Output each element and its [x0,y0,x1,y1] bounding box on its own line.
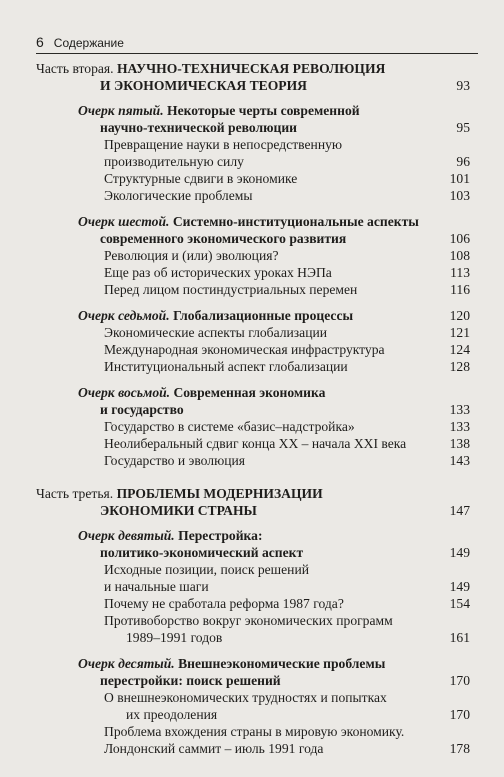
toc-line [104,595,504,612]
page-ref: 113 [450,265,470,280]
toc-item [0,612,504,646]
toc-line [78,401,504,418]
toc-essay [0,213,504,247]
toc-line [104,358,504,375]
toc-line [78,544,504,561]
page-ref: 170 [449,707,470,722]
toc-text: научно-технической революции [100,120,298,135]
page-ref: 116 [450,282,470,297]
toc-line [104,418,504,435]
toc-text: НАУЧНО-ТЕХНИЧЕСКАЯ РЕВОЛЮЦИЯ [116,61,386,76]
running-header [36,34,124,50]
toc-text: Лондонский саммит – июль 1991 года [104,741,324,756]
toc-essay [0,384,504,418]
page-ref: 95 [456,120,470,135]
toc-text: Внешнеэкономические проблемы [178,656,386,671]
toc-text: Очерк десятый. [78,656,175,671]
toc-line [104,435,504,452]
toc-line [104,247,504,264]
page-ref: 133 [449,402,470,417]
toc-text: и государство [100,402,184,417]
toc-line [78,527,504,544]
toc-line [78,384,504,401]
toc-text: Государство и эволюция [104,453,246,468]
page-ref: 161 [449,630,470,645]
toc-essay [0,527,504,561]
toc-text: О внешнеэкономических трудностях и попытках [104,690,387,705]
toc-text: Системно-институциональные аспекты [172,214,419,229]
toc-line [104,341,504,358]
toc-line [78,213,504,230]
toc-text: Исходные позиции, поиск решений [104,562,309,577]
toc-text: Очерк шестой. [78,214,170,229]
page-ref: 154 [449,596,470,611]
toc-item [0,418,504,435]
page-ref: 108 [449,248,470,263]
part-title-line [36,77,504,94]
toc-text: производительную силу [104,154,244,169]
toc-part [0,60,504,94]
toc-line [36,502,504,519]
page-ref: 170 [449,673,470,688]
toc-line [104,740,504,757]
toc-item [0,170,504,187]
page-ref: 124 [449,342,470,357]
page-ref: 147 [449,503,470,518]
toc-text: политико-экономический аспект [100,545,304,560]
page-ref: 103 [449,188,470,203]
toc-essay [0,307,504,324]
toc-item [0,324,504,341]
table-of-contents [0,56,504,757]
page-number: 6 [36,34,44,50]
toc-text: Очерк пятый. [78,103,164,118]
toc-line [104,153,504,170]
toc-part [0,485,504,519]
toc-line [104,578,504,595]
page-ref: 143 [449,453,470,468]
toc-item [0,689,504,723]
page-ref: 96 [456,154,470,169]
part-title-line [36,60,504,77]
toc-item [0,136,504,170]
toc-essay [0,102,504,136]
toc-text: и начальные шаги [104,579,209,594]
toc-line [104,170,504,187]
toc-line [104,136,504,153]
toc-text: Перед лицом постиндустриальных перемен [104,282,358,297]
toc-text: Экономические аспекты глобализации [104,325,328,340]
toc-item [0,452,504,469]
toc-text: Очерк восьмой. [78,385,171,400]
page-ref: 93 [456,78,470,93]
toc-text: Проблема вхождения страны в мировую экономику. [104,724,405,739]
toc-item [0,435,504,452]
toc-text: Международная экономическая инфраструктура [104,342,385,357]
toc-line [78,102,504,119]
toc-text: Часть вторая. [36,61,114,76]
toc-line [104,187,504,204]
toc-text: Противоборство вокруг экономических программ [104,613,393,628]
toc-text: современного экономического развития [100,231,347,246]
toc-text: Превращение науки в непосредственную [104,137,343,152]
page-ref: 133 [449,419,470,434]
toc-text: Очерк седьмой. [78,308,170,323]
toc-text: И ЭКОНОМИЧЕСКАЯ ТЕОРИЯ [100,78,307,93]
toc-line [104,723,504,740]
toc-text: Экологические проблемы [104,188,253,203]
toc-line [78,672,504,689]
page-ref: 149 [449,579,470,594]
toc-line [36,485,504,502]
toc-line [104,629,504,646]
toc-text: Революция и (или) эволюция? [104,248,279,263]
toc-item [0,723,504,757]
page-ref: 178 [449,741,470,756]
page-ref: 101 [449,171,470,186]
toc-text: Еще раз об исторических уроках НЭПа [104,265,332,280]
toc-line [78,230,504,247]
toc-line [78,307,504,324]
toc-line [104,281,504,298]
toc-text: Глобализационные процессы [173,308,354,323]
running-title: Содержание [53,36,124,50]
toc-text: Почему не сработала реформа 1987 года? [104,596,344,611]
toc-text: Часть третья. [36,486,114,501]
toc-text: Неолиберальный сдвиг конца XX – начала XXI века [104,436,407,451]
header-rule [36,53,478,54]
toc-line [104,706,504,723]
toc-text: Структурные сдвиги в экономике [104,171,298,186]
toc-text: перестройки: поиск решений [100,673,281,688]
toc-text: ЭКОНОМИКИ СТРАНЫ [100,503,257,518]
page-ref: 120 [449,308,470,323]
toc-item [0,264,504,281]
toc-item [0,281,504,298]
toc-text: Институциональный аспект глобализации [104,359,348,374]
toc-text: Некоторые черты современной [167,103,360,118]
toc-text: 1989–1991 годов [126,630,223,645]
toc-text: ПРОБЛЕМЫ МОДЕРНИЗАЦИИ [116,486,323,501]
toc-text: их преодоления [126,707,218,722]
toc-line [78,655,504,672]
toc-item [0,595,504,612]
toc-text: Перестройка: [178,528,263,543]
toc-line [78,119,504,136]
page-ref: 106 [449,231,470,246]
toc-item [0,341,504,358]
page-ref: 128 [449,359,470,374]
toc-item [0,561,504,595]
toc-item [0,358,504,375]
toc-line [104,452,504,469]
toc-text: Очерк девятый. [78,528,175,543]
page-ref: 149 [449,545,470,560]
toc-line [104,561,504,578]
page-ref: 121 [449,325,470,340]
toc-text: Современная экономика [173,385,326,400]
toc-line [104,324,504,341]
toc-line [104,264,504,281]
toc-item [0,187,504,204]
toc-essay [0,655,504,689]
toc-line [104,612,504,629]
page-ref: 138 [449,436,470,451]
toc-line [104,689,504,706]
toc-text: Государство в системе «базис–надстройка» [104,419,355,434]
toc-item [0,247,504,264]
